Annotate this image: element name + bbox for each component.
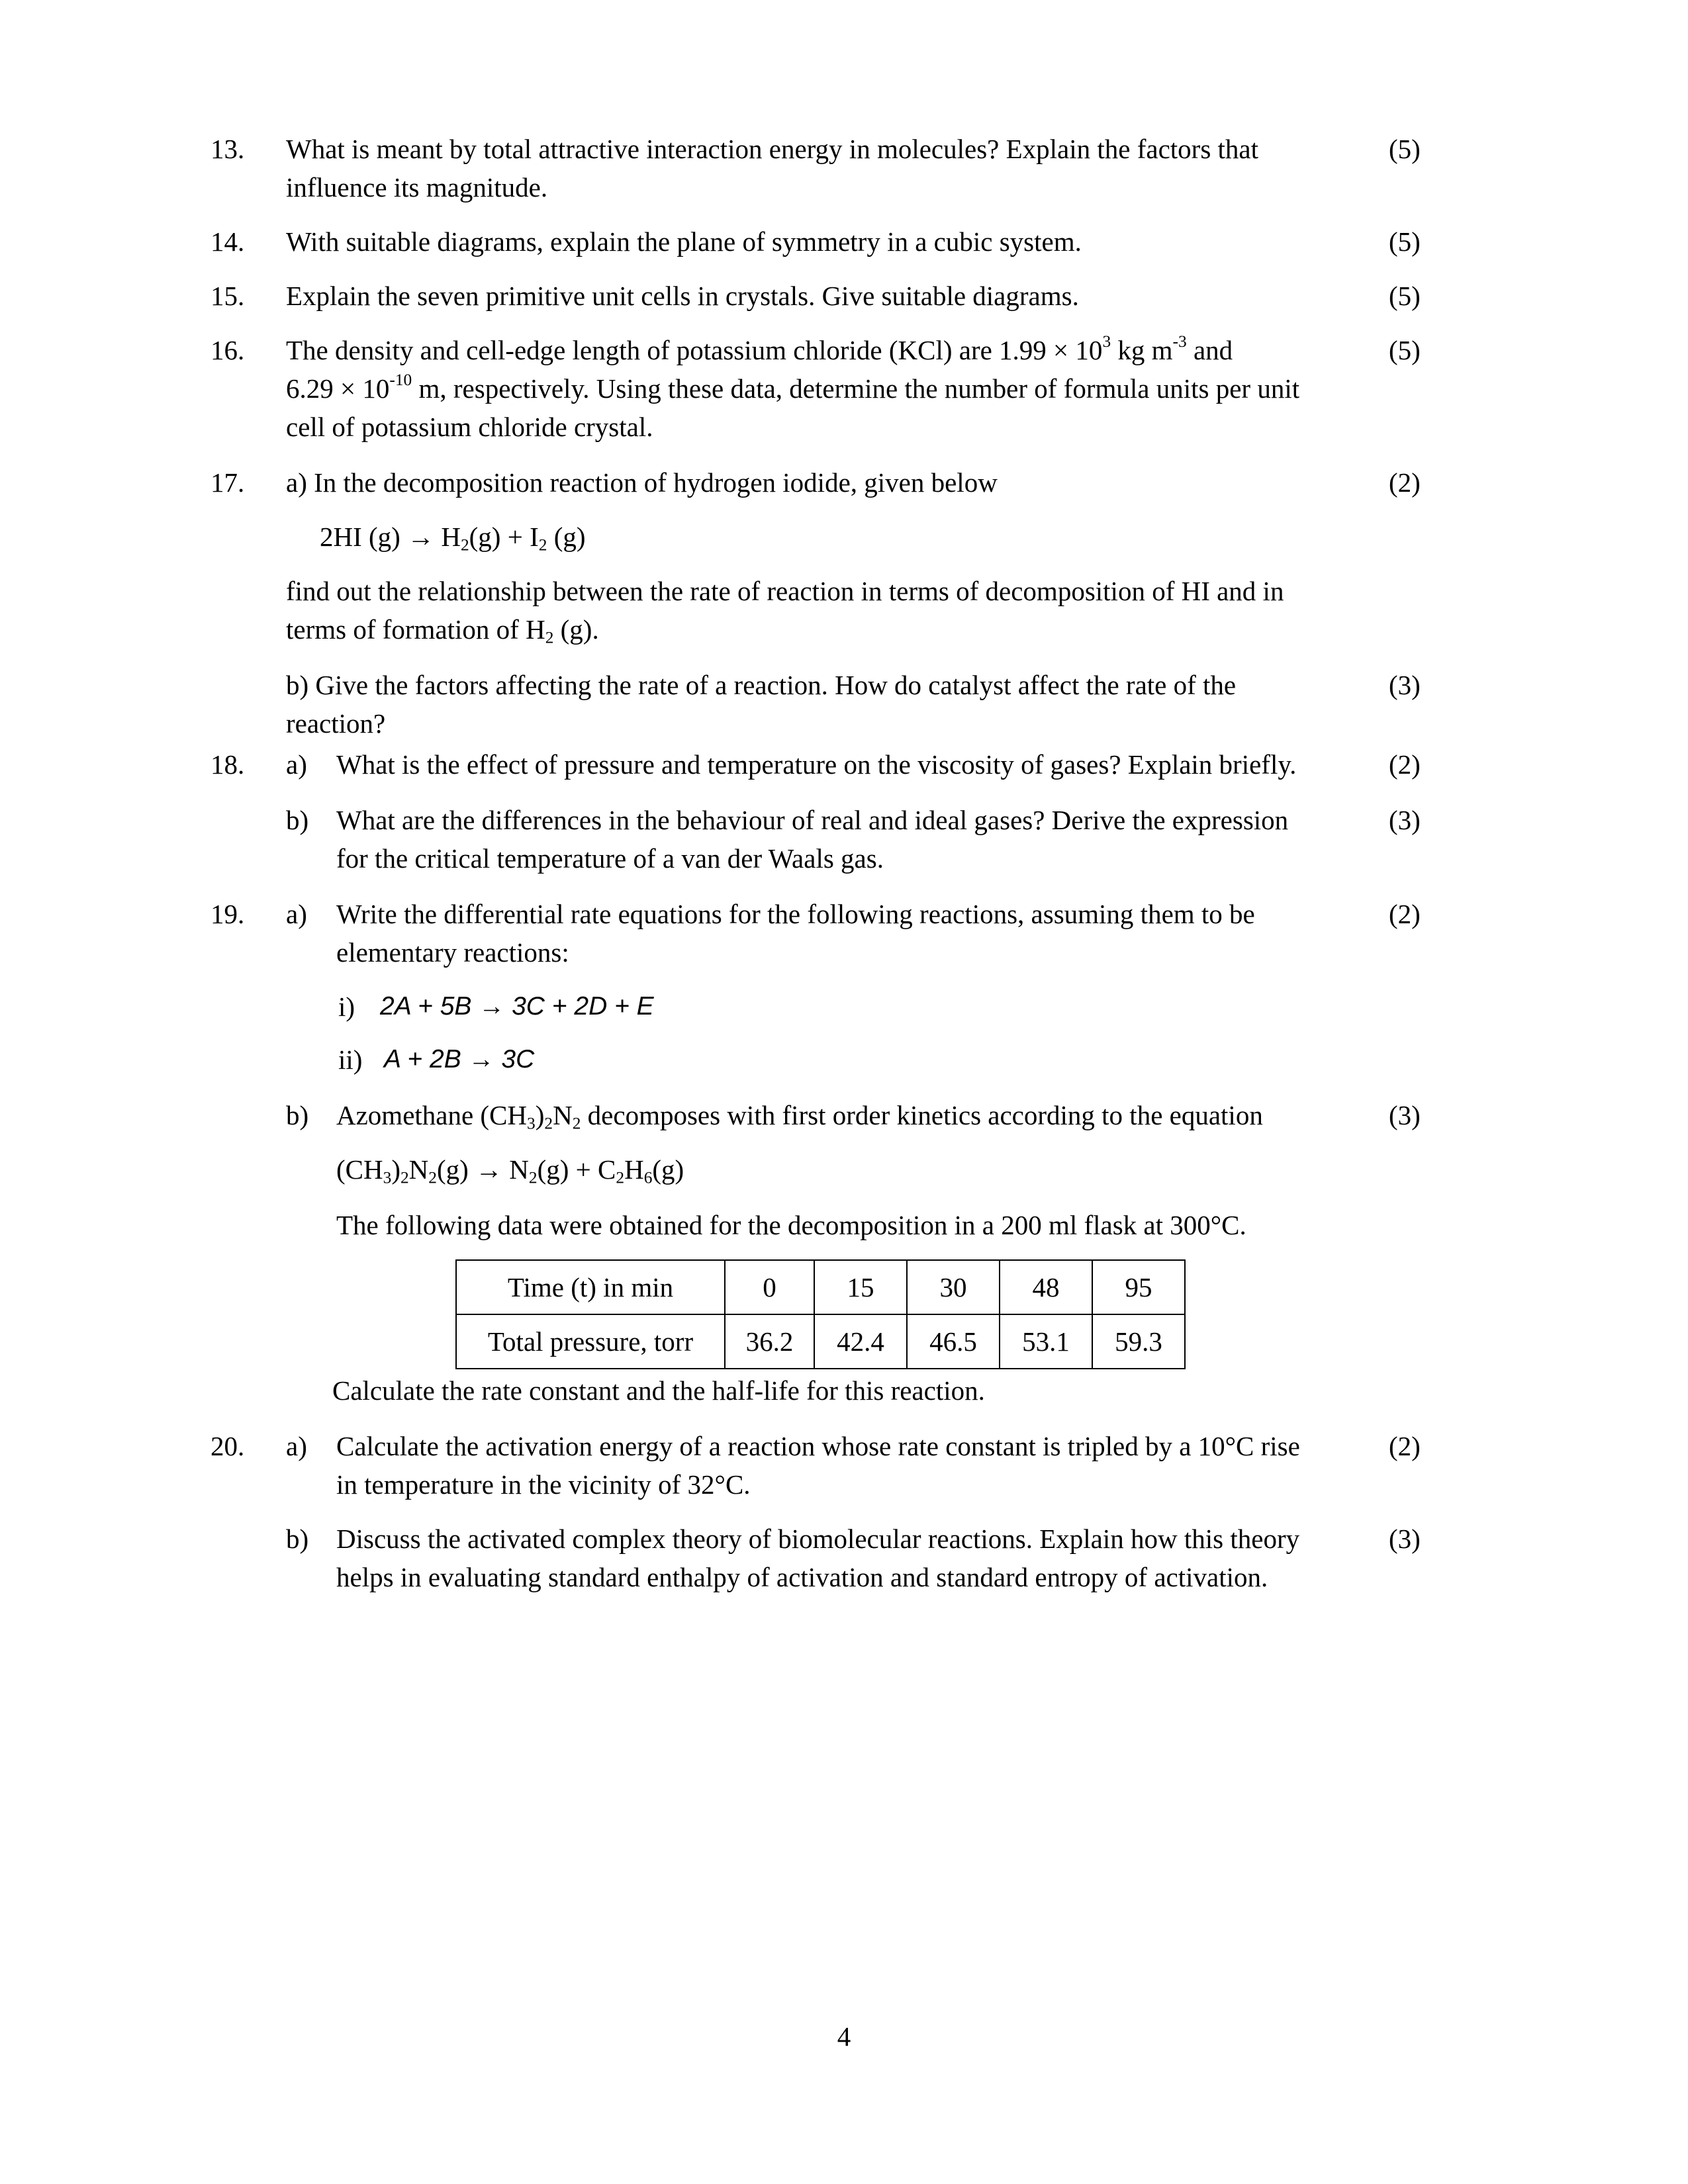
marks: (3) bbox=[1389, 670, 1421, 700]
question-number: 15. bbox=[211, 281, 245, 311]
table-header-cell: Time (t) in min bbox=[456, 1260, 725, 1314]
table-row bbox=[456, 1314, 1185, 1369]
part-label: b) bbox=[286, 1100, 309, 1130]
marks: (5) bbox=[1389, 335, 1421, 365]
marks: (3) bbox=[1389, 805, 1421, 835]
table-cell: 15 bbox=[814, 1260, 907, 1314]
marks: (2) bbox=[1389, 749, 1421, 780]
question-number: 14. bbox=[211, 226, 245, 257]
part-b-text: Discuss the activated complex theory of biomolecular reactions. Explain how this theory bbox=[336, 1524, 1300, 1554]
equation: 2HI $(g) \to H_2(g) + I_2$ (g) bbox=[320, 522, 586, 555]
question-number: 17. bbox=[211, 467, 245, 498]
table-cell: 46.5 bbox=[907, 1314, 1000, 1369]
question-text: The density and cell-edge length of potassium chloride (KCl) are $1.99 \times 10^3$ kg $m^{-3}$ and bbox=[286, 332, 1233, 365]
question-number: 19. bbox=[211, 899, 245, 929]
page-number: 4 bbox=[837, 2021, 851, 2052]
question-text: cell of potassium chloride crystal. bbox=[286, 412, 653, 442]
part-b-text: for the critical temperature of a van der Waals gas. bbox=[336, 843, 884, 874]
table-cell: 95 bbox=[1092, 1260, 1185, 1314]
marks: (5) bbox=[1389, 281, 1421, 311]
subpart-label: i) bbox=[338, 991, 355, 1022]
marks: (3) bbox=[1389, 1524, 1421, 1554]
data-intro: The following data were obtained for the decomposition in a 200 ml flask at 300°C. bbox=[336, 1210, 1246, 1240]
question-text: influence its magnitude. bbox=[286, 172, 548, 203]
part-label: b) bbox=[286, 805, 309, 835]
part-b-text: reaction? bbox=[286, 708, 386, 739]
table-cell: 36.2 bbox=[725, 1314, 814, 1369]
part-a-text: elementary reactions: bbox=[336, 937, 569, 968]
table-cell: 53.1 bbox=[1000, 1314, 1092, 1369]
part-b-text: b) Give the factors affecting the rate of a reaction. How do catalyst affect the rate of the bbox=[286, 670, 1237, 700]
table-cell: 48 bbox=[1000, 1260, 1092, 1314]
question-text: $6.29 \times 10^{-10}$ m, respectively. Using these data, determine the number of formula units per unit bbox=[286, 370, 1300, 404]
part-a-text: Write the differential rate equations for the following reactions, assuming them to be bbox=[336, 899, 1255, 929]
question-number: 20. bbox=[211, 1431, 245, 1461]
marks: (5) bbox=[1389, 226, 1421, 257]
table-header-cell: Total pressure, torr bbox=[456, 1314, 725, 1369]
table-cell: 59.3 bbox=[1092, 1314, 1185, 1369]
table-cell: 30 bbox=[907, 1260, 1000, 1314]
question-text: With suitable diagrams, explain the plane of symmetry in a cubic system. bbox=[286, 226, 1082, 257]
table-cell: 0 bbox=[725, 1260, 814, 1314]
part-b-text: Azomethane $(CH_3)_2N_2$ decomposes with first order kinetics according to the equation bbox=[336, 1100, 1263, 1133]
part-label: a) bbox=[286, 1431, 307, 1461]
question-number: 18. bbox=[211, 749, 245, 780]
marks: (2) bbox=[1389, 467, 1421, 498]
table-cell: 42.4 bbox=[814, 1314, 907, 1369]
question-number: 13. bbox=[211, 134, 245, 164]
question-text: Calculate the rate constant and the half-life for this reaction. bbox=[332, 1375, 985, 1406]
marks: (2) bbox=[1389, 1431, 1421, 1461]
equation: $(CH_3)_2N_2(g) \to N_2(g) + C_2H_6(g)$ bbox=[336, 1154, 684, 1187]
marks: (5) bbox=[1389, 134, 1421, 164]
marks: (2) bbox=[1389, 899, 1421, 929]
part-b-text: helps in evaluating standard enthalpy of activation and standard entropy of activation. bbox=[336, 1562, 1268, 1592]
equation: 2A + 5B → 3C + 2D + E bbox=[380, 992, 654, 1021]
part-label: a) bbox=[286, 749, 307, 780]
part-a-text: What is the effect of pressure and temperature on the viscosity of gases? Explain briefly. bbox=[336, 749, 1297, 780]
question-text: What is meant by total attractive interaction energy in molecules? Explain the factors that bbox=[286, 134, 1259, 164]
part-b-text: What are the differences in the behaviour of real and ideal gases? Derive the expression bbox=[336, 805, 1289, 835]
question-number: 16. bbox=[211, 335, 245, 365]
question-text: terms of formation of $H_2$ (g). bbox=[286, 614, 599, 647]
part-a-text: Calculate the activation energy of a reaction whose rate constant is tripled by a 10°C rise bbox=[336, 1431, 1300, 1461]
table-row bbox=[456, 1260, 1185, 1314]
subpart-label: ii) bbox=[338, 1044, 363, 1075]
question-text: find out the relationship between the rate of reaction in terms of decomposition of HI and in bbox=[286, 576, 1284, 606]
part-a-text: a) In the decomposition reaction of hydrogen iodide, given below bbox=[286, 467, 998, 498]
part-label: a) bbox=[286, 899, 307, 929]
data-table bbox=[455, 1259, 1186, 1369]
part-a-text: in temperature in the vicinity of 32°C. bbox=[336, 1469, 751, 1500]
equation: A + 2B → 3C bbox=[384, 1045, 535, 1073]
part-label: b) bbox=[286, 1524, 309, 1554]
marks: (3) bbox=[1389, 1100, 1421, 1130]
question-text: Explain the seven primitive unit cells in crystals. Give suitable diagrams. bbox=[286, 281, 1079, 311]
